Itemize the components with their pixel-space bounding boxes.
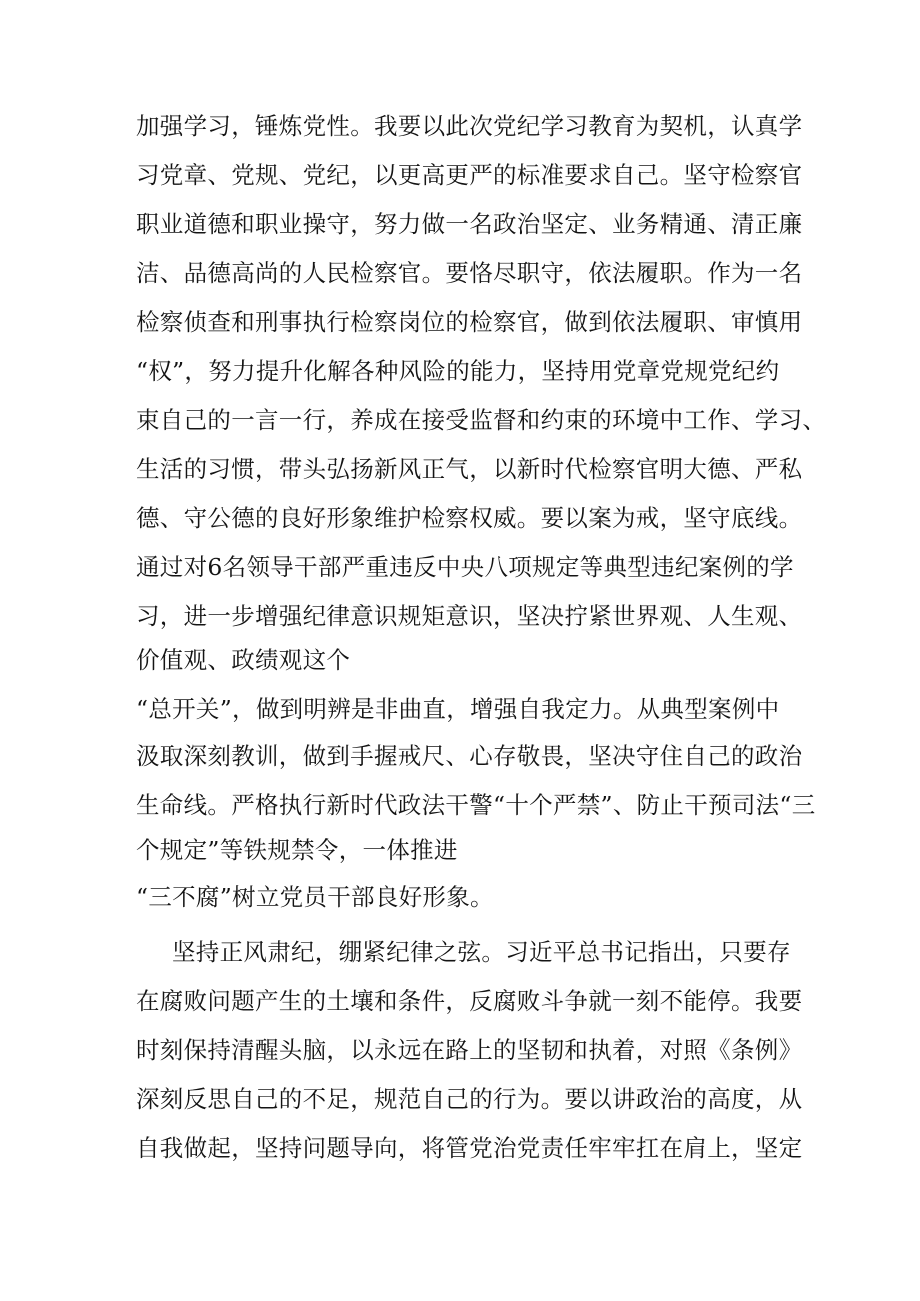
text-line: 习党章、党规、党纪，以更高更严的标准要求自己。坚守检察官	[136, 161, 803, 189]
text-line: “权”，努力提升化解各种风险的能力，坚持用党章党规党纪约	[136, 357, 780, 385]
text-line: 束自己的一言一行，养成在接受监督和约束的环境中工作、学习、	[136, 406, 827, 434]
text-line: 深刻反思自己的不足，规范自己的行为。要以讲政治的高度，从	[136, 1085, 803, 1113]
text-line: 通过对6名领导干部严重违反中央八项规定等典型违纪案例的学	[136, 553, 794, 581]
text-line: 在腐败问题产生的土壤和条件，反腐败斗争就一刻不能停。我要	[136, 987, 803, 1015]
text-line: 习，进一步增强纪律意识规矩意识，坚决拧紧世界观、人生观、	[136, 602, 803, 630]
text-line: 生命线。严格执行新时代政法干警“十个严禁”、防止干预司法“三	[136, 791, 816, 819]
text-line: 个规定”等铁规禁令，一体推进	[136, 836, 458, 864]
text-line: 生活的习惯，带头弘扬新风正气，以新时代检察官明大德、严私	[136, 455, 803, 483]
text-line: “三不腐”树立党员干部良好形象。	[136, 883, 494, 911]
text-line: 洁、品德高尚的人民检察官。要恪尽职守，依法履职。作为一名	[136, 259, 803, 287]
text-line: 自我做起，坚持问题导向，将管党治党责任牢牢扛在肩上，坚定	[136, 1134, 803, 1162]
text-line: “总开关”，做到明辨是非曲直，增强自我定力。从典型案例中	[136, 695, 780, 723]
text-line: 检察侦查和刑事执行检察岗位的检察官，做到依法履职、审慎用	[136, 308, 803, 336]
paragraph-first-line: 坚持正风肃纪，绷紧纪律之弦。习近平总书记指出，只要存	[172, 938, 791, 966]
text-line: 汲取深刻教训，做到手握戒尺、心存敬畏，坚决守住自己的政治	[136, 742, 803, 770]
text-line: 价值观、政绩观这个	[136, 646, 351, 674]
text-line: 加强学习，锤炼党性。我要以此次党纪学习教育为契机，认真学	[136, 112, 803, 140]
text-line: 德、守公德的良好形象维护检察权威。要以案为戒，坚守底线。	[136, 504, 803, 532]
text-line: 职业道德和职业操守，努力做一名政治坚定、业务精通、清正廉	[136, 210, 803, 238]
text-line: 时刻保持清醒头脑，以永远在路上的坚韧和执着，对照《条例》	[136, 1036, 803, 1064]
